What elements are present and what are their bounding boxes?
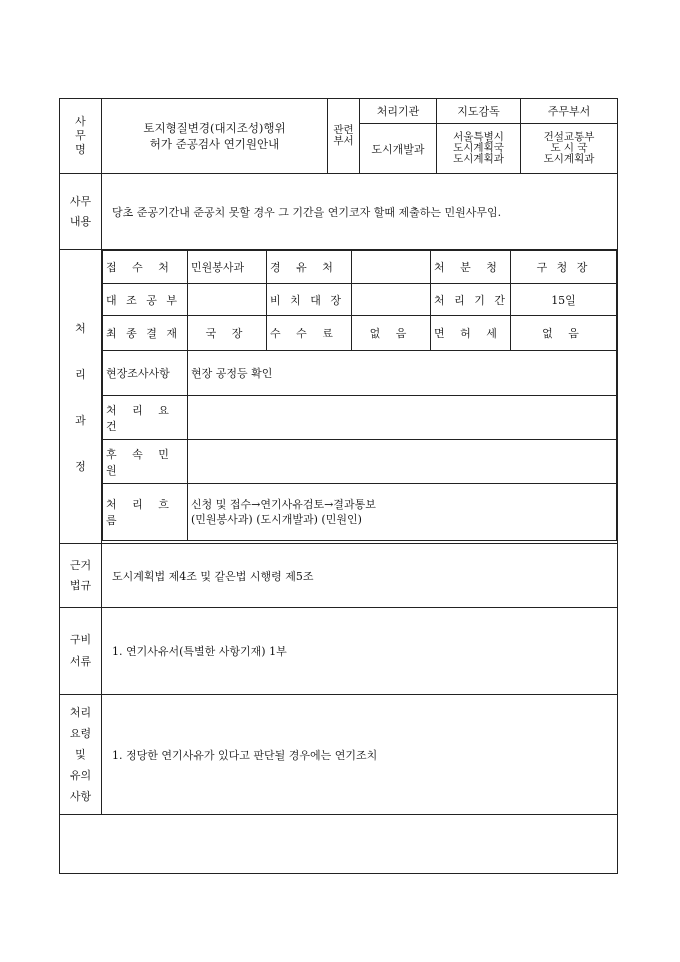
reference-register-value (188, 284, 267, 316)
work-title-line2: 허가 준공검사 연기원안내 (149, 137, 280, 151)
required-documents-text: 1. 연기사유서(특별한 사항기재) 1부 (102, 608, 618, 695)
follow-up-value (188, 440, 617, 484)
work-title (102, 99, 328, 174)
civil-affairs-form (59, 98, 617, 873)
form-table (59, 98, 618, 874)
ledger-label: 비 치 대 장 (267, 284, 352, 316)
processing-flow-row (103, 484, 617, 541)
process-detail (102, 250, 618, 544)
processing-agency-value: 도시개발과 (360, 124, 437, 174)
col-processing-agency: 처리기관 (360, 99, 437, 124)
related-dept-label: 관련 부서 (328, 99, 360, 174)
disposition-office-label: 처 분 청 (431, 251, 511, 284)
procedure-notes-label: 처리 요령 및 유의 사항 (60, 695, 102, 815)
receiving-office-label: 접 수 처 (103, 251, 188, 284)
follow-up-label: 후 속 민 원 (103, 440, 188, 484)
processing-period-label: 처 리 기 간 (431, 284, 511, 316)
receiving-office-value: 민원봉사과 (188, 251, 267, 284)
legal-basis-label: 근거 법규 (60, 544, 102, 608)
work-title-line1: 토지형질변경(대지조성)행위 (143, 121, 286, 135)
field-investigation-row (103, 351, 617, 396)
main-dept-value: 건설교통부 도 시 국 도시계획과 (521, 124, 618, 174)
required-documents-label: 구비 서류 (60, 608, 102, 695)
process-table (102, 250, 617, 541)
reference-register-label: 대 조 공 부 (103, 284, 188, 316)
license-tax-label: 면 허 세 (431, 316, 511, 351)
legal-basis-text: 도시계획법 제4조 및 같은법 시행령 제5조 (102, 544, 618, 608)
disposition-office-value: 구 청 장 (511, 251, 617, 284)
work-content-text: 당초 준공기간내 준공치 못할 경우 그 기간을 연기코자 할때 제출하는 민원사무임. (102, 174, 618, 250)
process-row-1 (103, 251, 617, 284)
requirements-label: 처 리 요 건 (103, 396, 188, 440)
procedure-notes-text: 1. 정당한 연기사유가 있다고 판단될 경우에는 연기조치 (102, 695, 618, 815)
col-supervision: 지도감독 (437, 99, 521, 124)
footer-blank (60, 815, 618, 874)
via-office-label: 경 유 처 (267, 251, 352, 284)
supervision-value: 서울특별시 도시계획국 도시계획과 (437, 124, 521, 174)
follow-up-row (103, 440, 617, 484)
col-main-dept: 주무부서 (521, 99, 618, 124)
requirements-value (188, 396, 617, 440)
requirements-row (103, 396, 617, 440)
final-approval-value: 국 장 (188, 316, 267, 351)
processing-flow-line1: 신청 및 접수→연기사유검토→결과통보 (191, 498, 376, 511)
license-tax-value: 없 음 (511, 316, 617, 351)
field-investigation-value: 현장 공정등 확인 (188, 351, 617, 396)
work-name-label: 사 무 명 (60, 99, 102, 174)
fee-label: 수 수 료 (267, 316, 352, 351)
fee-value: 없 음 (352, 316, 431, 351)
process-row-2 (103, 284, 617, 316)
processing-period-value: 15일 (511, 284, 617, 316)
processing-flow-value (188, 484, 617, 541)
field-investigation-label: 현장조사사항 (103, 351, 188, 396)
process-row-3 (103, 316, 617, 351)
final-approval-label: 최 종 결 재 (103, 316, 188, 351)
process-label: 처 리 과 정 (60, 250, 102, 544)
ledger-value (352, 284, 431, 316)
via-office-value (352, 251, 431, 284)
work-content-label: 사무 내용 (60, 174, 102, 250)
processing-flow-line2: (민원봉사과) (도시개발과) (민원인) (191, 513, 362, 526)
processing-flow-label: 처 리 흐 름 (103, 484, 188, 541)
